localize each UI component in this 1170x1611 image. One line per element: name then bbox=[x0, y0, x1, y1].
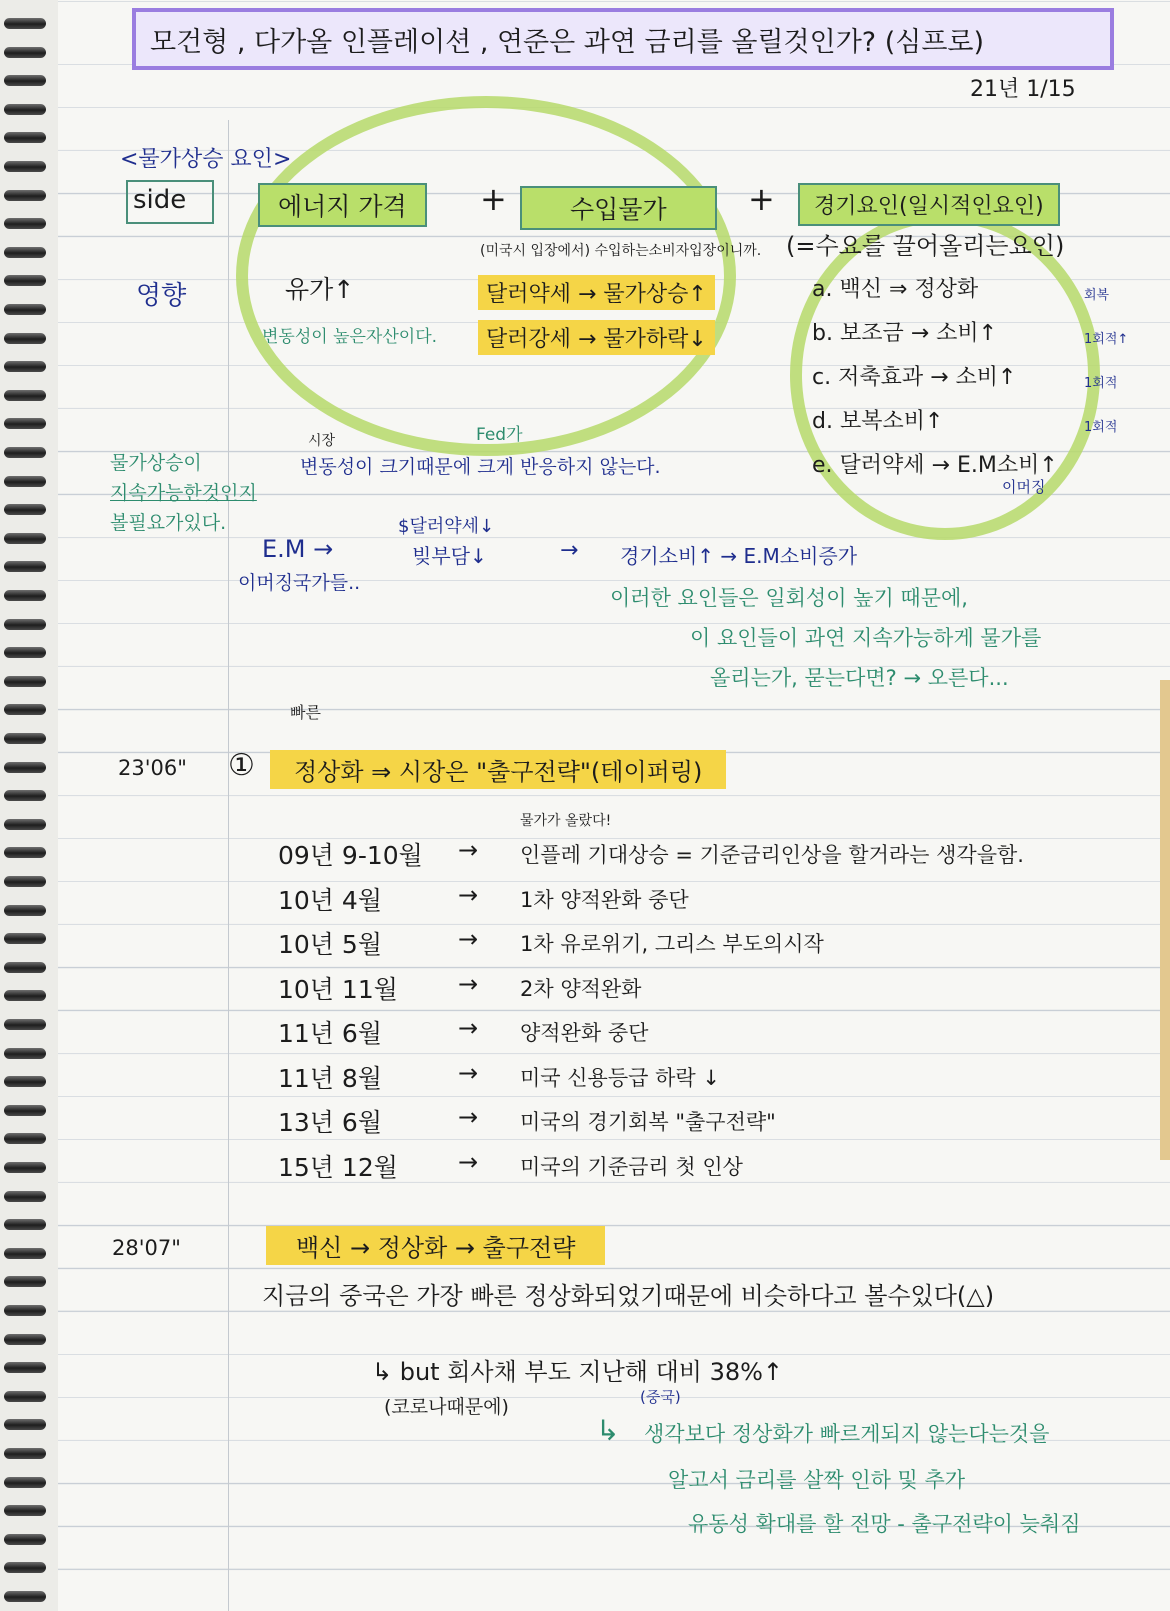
timeline-event: 1차 유로위기, 그리스 부도의시작 bbox=[520, 932, 824, 956]
timeline-event: 1차 양적완화 중단 bbox=[520, 887, 689, 912]
binding-ring bbox=[4, 1276, 46, 1287]
binding-ring bbox=[4, 1191, 46, 1202]
binding-ring bbox=[4, 1162, 46, 1173]
binding-ring bbox=[4, 762, 46, 773]
binding-ring bbox=[4, 1591, 46, 1602]
binding-ring bbox=[4, 876, 46, 887]
cyclical-factor-item: a. 백신 ⇒ 정상화 bbox=[812, 277, 979, 302]
binding-ring bbox=[4, 647, 46, 658]
section1-time: 23'06" bbox=[118, 756, 187, 780]
cyclical-factor-item: c. 저축효과 → 소비↑ bbox=[812, 365, 1017, 390]
timeline-date: 10년 4월 bbox=[278, 885, 382, 915]
page-title: 모건형 , 다가올 인플레이션 , 연준은 과연 금리를 올릴것인가? (심프로) bbox=[150, 27, 985, 58]
binding-ring bbox=[4, 933, 46, 944]
timeline-event: 미국 신용등급 하락 ↓ bbox=[520, 1065, 720, 1090]
binding-ring bbox=[4, 1305, 46, 1316]
dollar-weak-note: $달러약세↓ bbox=[398, 516, 495, 537]
binding-ring bbox=[4, 1391, 46, 1402]
plus-sign-1: + bbox=[480, 180, 507, 218]
china-paren: (중국) bbox=[640, 1388, 681, 1406]
binding-ring bbox=[4, 390, 46, 401]
corp-bond-line: ↳ but 회사채 부도 지난해 대비 38%↑ bbox=[372, 1358, 784, 1386]
binding-ring bbox=[4, 132, 46, 143]
corona-note: (코로나때문에) bbox=[384, 1396, 509, 1418]
binding-ring bbox=[4, 1048, 46, 1059]
section2-headline: 백신 → 정상화 → 출구전략 bbox=[266, 1226, 605, 1265]
market-word: 시장 bbox=[308, 433, 336, 449]
binding-ring bbox=[4, 1248, 46, 1259]
timeline-date: 15년 12월 bbox=[278, 1152, 398, 1182]
binding-ring bbox=[4, 1562, 46, 1573]
binding-ring bbox=[4, 561, 46, 572]
timeline-arrow: → bbox=[458, 969, 479, 998]
binding-ring bbox=[4, 218, 46, 229]
binding-ring bbox=[4, 1019, 46, 1030]
timeline-date: 11년 8월 bbox=[278, 1063, 382, 1093]
timeline-event: 2차 양적완화 bbox=[520, 976, 642, 1001]
binding-ring bbox=[4, 504, 46, 515]
binding-ring bbox=[4, 190, 46, 201]
outlook-line-3: 유동성 확대를 할 전망 - 출구전략이 늦춰짐 bbox=[688, 1512, 1081, 1536]
timeline-date: 09년 9-10월 bbox=[278, 841, 423, 870]
binding-ring bbox=[4, 847, 46, 858]
binding-ring bbox=[4, 990, 46, 1001]
timeline-arrow: → bbox=[458, 925, 479, 953]
weak-dollar-line: 달러약세 → 물가상승↑ bbox=[478, 275, 715, 310]
binding-ring bbox=[4, 1334, 46, 1345]
cyclical-factor-side-note: 1회적 bbox=[1084, 376, 1118, 391]
inflation-sustained-2: 지속가능한것인지 bbox=[110, 482, 257, 504]
factor-energy: 에너지 가격 bbox=[258, 183, 427, 227]
cyclical-factor-side-note: 1회적 bbox=[1084, 420, 1118, 435]
date-label: 21년 1/15 bbox=[970, 77, 1076, 102]
cyclical-factor-item: b. 보조금 → 소비↑ bbox=[812, 321, 998, 346]
factor-import-price: 수입물가 bbox=[520, 186, 717, 230]
binding-ring bbox=[4, 333, 46, 344]
binding-ring bbox=[4, 533, 46, 544]
factor-cyclical: 경기요인(일시적인요인) bbox=[798, 183, 1060, 226]
em-label: E.M → bbox=[262, 535, 334, 563]
binding-ring bbox=[4, 418, 46, 429]
section2-time: 28'07" bbox=[112, 1236, 181, 1260]
em-subtext: 이머징 bbox=[1002, 478, 1046, 496]
binding-ring bbox=[4, 1419, 46, 1430]
oil-up: 유가↑ bbox=[285, 275, 355, 304]
cyclical-factor-side-note: 회복 bbox=[1084, 288, 1110, 303]
binding-ring bbox=[4, 47, 46, 58]
binding-ring bbox=[4, 447, 46, 458]
binding-ring bbox=[4, 905, 46, 916]
binding-ring bbox=[4, 1505, 46, 1516]
timeline-event: 미국의 기준금리 첫 인상 bbox=[520, 1154, 743, 1179]
spiral-binding bbox=[0, 0, 58, 1611]
binding-ring bbox=[4, 704, 46, 715]
margin-line bbox=[228, 120, 229, 1611]
binding-ring bbox=[4, 1534, 46, 1545]
inflation-sustained-3: 볼필요가있다. bbox=[110, 512, 227, 534]
em-flow: 경기소비↑ → E.M소비증가 bbox=[620, 544, 858, 568]
section-header: <물가상승 요인> bbox=[120, 147, 292, 172]
cyclical-factor-side-note: 1회적↑ bbox=[1084, 332, 1129, 347]
binding-ring bbox=[4, 275, 46, 286]
binding-ring bbox=[4, 104, 46, 115]
timeline-date: 11년 6월 bbox=[278, 1019, 382, 1048]
cyclical-factor-item: d. 보복소비↑ bbox=[812, 409, 944, 434]
timeline-event: 미국의 경기회복 "출구전략" bbox=[520, 1110, 776, 1134]
timeline-arrow: → bbox=[458, 1103, 479, 1131]
binding-ring bbox=[4, 18, 46, 29]
conclusion-line-2: 이 요인들이 과연 지속가능하게 물가를 bbox=[690, 626, 1042, 650]
cyclical-note: (=수요를 끌어올리는요인) bbox=[786, 232, 1065, 260]
binding-ring bbox=[4, 1133, 46, 1144]
binding-ring bbox=[4, 733, 46, 744]
binding-ring bbox=[4, 676, 46, 687]
timeline-date: 10년 11월 bbox=[278, 974, 398, 1004]
timeline-date: 13년 6월 bbox=[278, 1108, 382, 1137]
timeline-arrow: → bbox=[458, 1014, 479, 1042]
binding-ring bbox=[4, 819, 46, 830]
em-countries: 이머징국가들.. bbox=[238, 572, 361, 594]
strong-dollar-line: 달러강세 → 물가하락↓ bbox=[478, 320, 715, 355]
fast-note: 빠른 bbox=[290, 703, 321, 722]
timeline-event: 인플레 기대상승 = 기준금리인상을 할거라는 생각을함. bbox=[520, 843, 1024, 867]
conclusion-line-1: 이러한 요인들은 일회성이 높기 때문에, bbox=[610, 586, 968, 610]
inflation-sustained-1: 물가상승이 bbox=[110, 452, 202, 474]
binding-ring bbox=[4, 1076, 46, 1087]
debt-burden: 빚부담↓ bbox=[412, 544, 487, 568]
binding-ring bbox=[4, 1477, 46, 1488]
binding-ring bbox=[4, 619, 46, 630]
timeline-date: 10년 5월 bbox=[278, 930, 382, 959]
green-arrow: ↳ bbox=[596, 1414, 620, 1447]
side-label: side bbox=[133, 185, 187, 215]
timeline-event: 양적완화 중단 bbox=[520, 1021, 649, 1045]
inflation-rose-note: 물가가 올랐다! bbox=[520, 813, 612, 829]
binding-ring bbox=[4, 790, 46, 801]
binding-ring bbox=[4, 1105, 46, 1116]
em-arrow: → bbox=[560, 538, 579, 563]
binding-ring bbox=[4, 75, 46, 86]
outlook-line-1: 생각보다 정상화가 빠르게되지 않는다는것을 bbox=[644, 1422, 1050, 1446]
volatility-reaction: 변동성이 크기때문에 크게 반응하지 않는다. bbox=[300, 456, 661, 478]
volatility-note: 변동성이 높은자산이다. bbox=[262, 327, 438, 347]
binding-ring bbox=[4, 1219, 46, 1230]
timeline-arrow: → bbox=[458, 1058, 479, 1087]
page-edge-tab bbox=[1160, 680, 1170, 1160]
fed-word: Fed가 bbox=[476, 425, 523, 445]
timeline-arrow: → bbox=[458, 880, 479, 909]
binding-ring bbox=[4, 161, 46, 172]
conclusion-line-3: 올리는가, 묻는다면? → 오른다... bbox=[710, 666, 1009, 690]
binding-ring bbox=[4, 962, 46, 973]
binding-ring bbox=[4, 1362, 46, 1373]
section1-headline: 정상화 ⇒ 시장은 "출구전략"(테이퍼링) bbox=[270, 750, 726, 789]
outlook-line-2: 알고서 금리를 살짝 인하 및 추가 bbox=[668, 1468, 966, 1492]
section1-number: ① bbox=[228, 748, 255, 783]
cyclical-factor-item: e. 달러약세 → E.M소비↑ bbox=[812, 453, 1058, 478]
timeline-arrow: → bbox=[458, 1147, 479, 1176]
timeline-arrow: → bbox=[458, 836, 479, 864]
binding-ring bbox=[4, 304, 46, 315]
china-line: 지금의 중국은 가장 빠른 정상화되었기때문에 비슷하다고 볼수있다(△) bbox=[262, 1282, 995, 1310]
binding-ring bbox=[4, 590, 46, 601]
binding-ring bbox=[4, 247, 46, 258]
impact-label: 영향 bbox=[136, 281, 187, 311]
us-perspective-note: (미국시 입장에서) 수입하는소비자입장이니까. bbox=[480, 243, 762, 259]
binding-ring bbox=[4, 476, 46, 487]
binding-ring bbox=[4, 1448, 46, 1459]
binding-ring bbox=[4, 361, 46, 372]
plus-sign-2: + bbox=[748, 180, 775, 218]
